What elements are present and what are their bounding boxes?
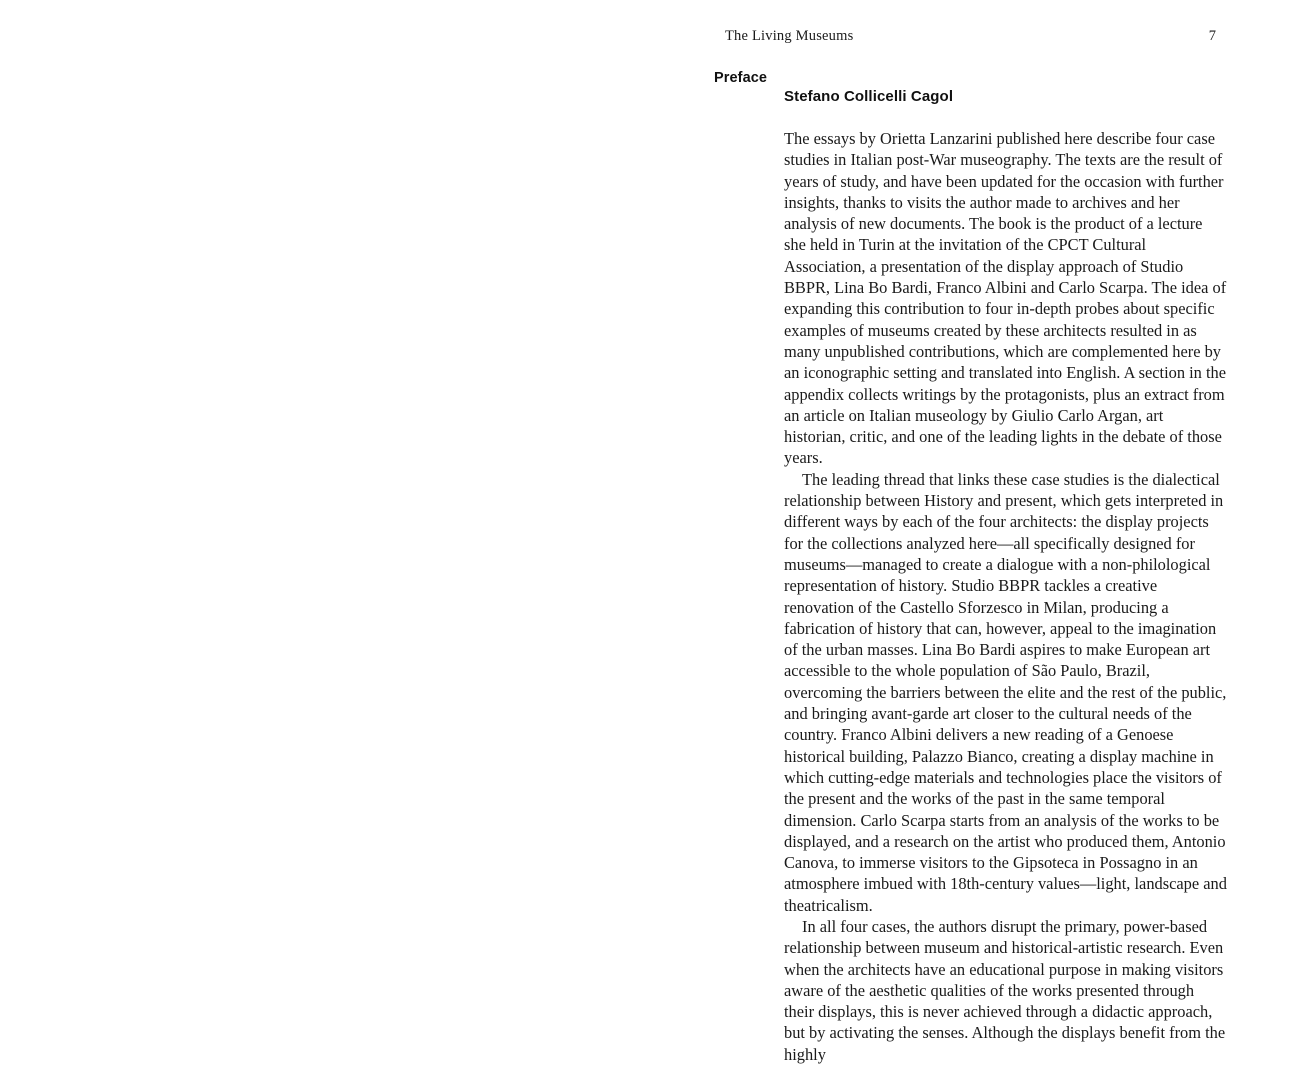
section-label-preface: Preface	[714, 70, 768, 86]
author-name: Stefano Collicelli Cagol	[784, 88, 954, 105]
body-text-column	[784, 128, 1228, 1065]
paragraph: In all four cases, the authors disrupt the primary, power-based relationship between museum and historical-artistic research. Even when the architects have an educational purpose in making visitors aware of the aesthetic qualities of the works presented through their displays, this is never achieved through a didactic approach, but by activating the senses. Although the displays benefit from the highly	[784, 916, 1226, 1064]
running-head: The Living Museums	[725, 28, 854, 44]
paragraph: The essays by Orietta Lanzarini published here describe four case studies in Italian post-War museography. The texts are the result of years of study, and have been updated for the occasion with further insights, thanks to visits the author made to archives and her analysis of new documents. The book is the product of a lecture she held in Turin at the invitation of the CPCT Cultural Association, a presentation of the display approach of Studio BBPR, Lina Bo Bardi, Franco Albini and Carlo Scarpa. The idea of expanding this contribution to four in-depth probes about specific examples of museums created by these architects resulted in as many unpublished contributions, which are complemented here by an iconographic setting and translated into English. A section in the appendix collects writings by the protagonists, plus an extract from an article on Italian museology by Giulio Carlo Argan, art historian, critic, and one of the leading lights in the debate of those years.	[784, 129, 1227, 468]
paragraph: The leading thread that links these case studies is the dialectical relationship between History and present, which gets interpreted in different ways by each of the four architects: the display projects for the collections analyzed here—all specifically designed for museums—managed to create a dialogue with a non-philological representation of history. Studio BBPR tackles a creative renovation of the Castello Sforzesco in Milan, producing a fabrication of history that can, however, appeal to the imagination of the urban masses. Lina Bo Bardi aspires to make European art accessible to the whole population of São Paulo, Brazil, overcoming the barriers between the elite and the rest of the public, and bringing avant-garde art closer to the cultural needs of the country. Franco Albini delivers a new reading of a Genoese historical building, Palazzo Bianco, creating a display machine in which cutting-edge materials and technologies place the visitors of the present and the works of the past in the same temporal dimension. Carlo Scarpa starts from an analysis of the works to be displayed, and a research on the artist who produced them, Antonio Canova, to immerse visitors to the Gipsoteca in Possagno in an atmosphere imbued with 18th-century values—light, landscape and theatricalism.	[784, 469, 1227, 915]
page-number: 7	[1208, 28, 1216, 44]
